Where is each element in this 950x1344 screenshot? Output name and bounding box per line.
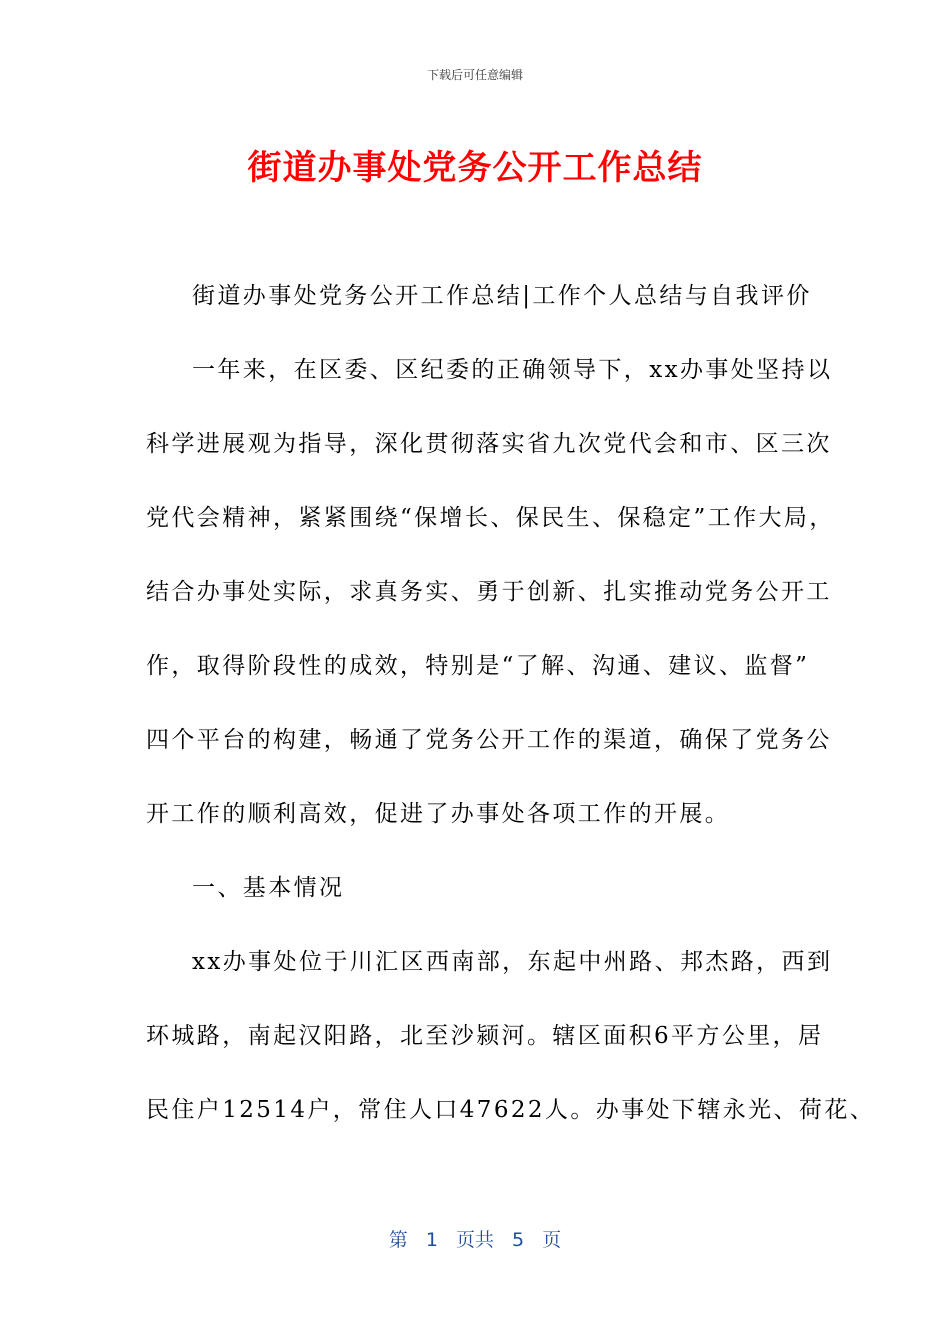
paragraph-line: 作，取得阶段性的成效，特别是“了解、沟通、建议、监督”	[146, 653, 810, 679]
paragraph-line: 党代会精神，紧紧围绕“保增长、保民生、保稳定”工作大局，	[146, 505, 835, 531]
paragraph-line: 一年来，在区委、区纪委的正确领导下，xx办事处坚持以	[192, 357, 833, 383]
paragraph-line: 民住户12514户，常住人口47622人。办事处下辖永光、荷花、	[146, 1097, 876, 1123]
footer-prefix: 第	[388, 1229, 408, 1251]
footer-middle: 页共	[455, 1229, 494, 1251]
header-note: 下载后可任意编辑	[426, 68, 523, 82]
paragraph-line: 结合办事处实际，求真务实、勇于创新、扎实推动党务公开工	[146, 579, 832, 605]
page-footer	[0, 1225, 950, 1252]
footer-current-page: 1	[425, 1229, 438, 1251]
paragraph-line: 开工作的顺利高效，促进了办事处各项工作的开展。	[146, 801, 731, 827]
document-title: 街道办事处党务公开工作总结	[247, 148, 703, 188]
footer-total-pages: 5	[512, 1229, 525, 1251]
paragraph-line: 科学进展观为指导，深化贯彻落实省九次党代会和市、区三次	[146, 431, 832, 457]
subtitle-line: 街道办事处党务公开工作总结|工作个人总结与自我评价	[192, 283, 812, 309]
paragraph-line: 环城路，南起汉阳路，北至沙颍河。辖区面积6平方公里，居	[146, 1023, 824, 1049]
document-body	[146, 278, 876, 1166]
paragraph-line: xx办事处位于川汇区西南部，东起中州路、邦杰路，西到	[192, 949, 833, 975]
footer-suffix: 页	[542, 1229, 562, 1251]
paragraph-line: 四个平台的构建，畅通了党务公开工作的渠道，确保了党务公	[146, 727, 832, 753]
section-heading: 一、基本情况	[192, 875, 345, 901]
